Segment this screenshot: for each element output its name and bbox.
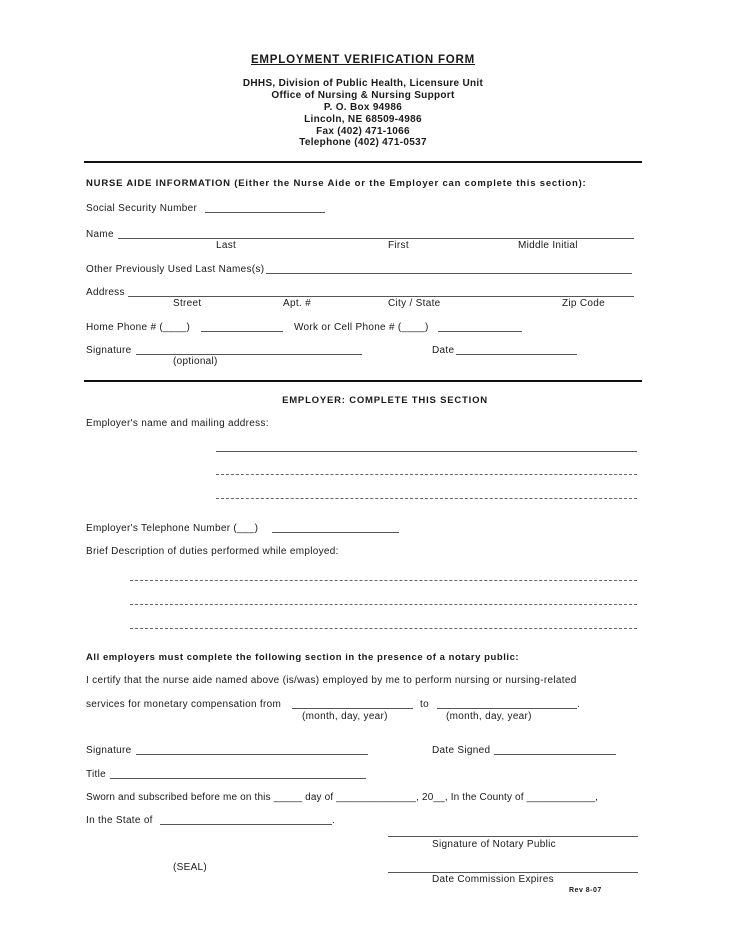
address-field[interactable] <box>128 296 634 297</box>
address-sub-city-state: City / State <box>388 298 441 309</box>
employer-section-heading: EMPLOYER: COMPLETE THIS SECTION <box>282 395 488 406</box>
home-phone-label: Home Phone # (____) <box>86 322 191 333</box>
agency-line-6: Telephone (402) 471-0537 <box>299 137 427 148</box>
title-label: Title <box>86 769 107 780</box>
employer-address-line-3[interactable] <box>216 497 637 499</box>
section-divider <box>84 380 642 382</box>
other-names-field[interactable] <box>266 273 632 274</box>
aide-date-label: Date <box>432 345 455 356</box>
date-signed-label: Date Signed <box>432 745 491 756</box>
employment-end-date-field[interactable] <box>437 708 577 709</box>
employer-signature-field[interactable] <box>136 754 368 755</box>
notary-signature-field[interactable] <box>388 836 638 837</box>
work-phone-label: Work or Cell Phone # (____) <box>294 322 429 333</box>
duties-line-1[interactable] <box>130 579 637 581</box>
agency-line-4: Lincoln, NE 68509-4986 <box>304 114 422 125</box>
agency-line-5: Fax (402) 471-1066 <box>316 126 410 137</box>
state-period: . <box>332 815 336 826</box>
employer-name-address-label: Employer's name and mailing address: <box>86 418 269 429</box>
ssn-label: Social Security Number <box>86 203 198 214</box>
state-label: In the State of <box>86 815 153 826</box>
employer-address-line-2[interactable] <box>216 473 637 475</box>
end-date-hint: (month, day, year) <box>446 711 532 722</box>
address-sub-street: Street <box>173 298 202 309</box>
seal-label: (SEAL) <box>173 862 208 873</box>
notary-signature-label: Signature of Notary Public <box>432 839 556 850</box>
sworn-statement: Sworn and subscribed before me on this _____ day of ______________, 20__, In the County of ____________, <box>86 792 599 803</box>
title-field[interactable] <box>110 778 366 779</box>
other-names-label: Other Previously Used Last Names(s) <box>86 264 265 275</box>
aide-date-field[interactable] <box>456 354 577 355</box>
name-sub-middle: Middle Initial <box>518 240 578 251</box>
aide-signature-field[interactable] <box>136 354 362 355</box>
aide-signature-optional: (optional) <box>173 356 218 367</box>
employer-phone-label: Employer's Telephone Number (___) <box>86 523 259 534</box>
duties-line-2[interactable] <box>130 603 637 605</box>
certify-line-2: services for monetary compensation from <box>86 699 282 710</box>
address-label: Address <box>86 287 125 298</box>
aide-section-heading: NURSE AIDE INFORMATION (Either the Nurse Aide or the Employer can complete this section): <box>86 178 587 189</box>
duties-line-3[interactable] <box>130 627 637 629</box>
notary-section-heading: All employers must complete the following section in the presence of a notary public: <box>86 652 520 663</box>
commission-expires-field[interactable] <box>388 872 638 873</box>
name-sub-first: First <box>388 240 409 251</box>
commission-expires-label: Date Commission Expires <box>432 874 554 885</box>
certify-line-1: I certify that the nurse aide named above (is/was) employed by me to perform nursing or nursing-related <box>86 675 577 686</box>
home-phone-field[interactable] <box>201 331 283 332</box>
employer-address-line-1[interactable] <box>216 451 637 452</box>
agency-line-2: Office of Nursing & Nursing Support <box>271 90 455 101</box>
address-sub-apt: Apt. # <box>283 298 311 309</box>
to-label: to <box>420 699 429 710</box>
certify-period: . <box>577 699 581 710</box>
employer-signature-label: Signature <box>86 745 132 756</box>
name-label: Name <box>86 229 114 240</box>
ssn-field[interactable] <box>205 212 325 213</box>
start-date-hint: (month, day, year) <box>302 711 388 722</box>
revision-label: Rev 8-07 <box>569 887 602 894</box>
name-sub-last: Last <box>216 240 237 251</box>
state-field[interactable] <box>160 824 332 825</box>
employment-start-date-field[interactable] <box>292 708 413 709</box>
work-phone-field[interactable] <box>438 331 522 332</box>
aide-signature-label: Signature <box>86 345 132 356</box>
agency-line-1: DHHS, Division of Public Health, Licensure Unit <box>242 78 484 89</box>
name-field[interactable] <box>118 238 634 239</box>
section-divider <box>84 161 642 163</box>
agency-line-3: P. O. Box 94986 <box>323 102 403 113</box>
form-title: EMPLOYMENT VERIFICATION FORM <box>250 54 476 66</box>
duties-label: Brief Description of duties performed while employed: <box>86 546 339 557</box>
date-signed-field[interactable] <box>494 754 616 755</box>
address-sub-zip: Zip Code <box>562 298 605 309</box>
employer-phone-field[interactable] <box>272 532 399 533</box>
